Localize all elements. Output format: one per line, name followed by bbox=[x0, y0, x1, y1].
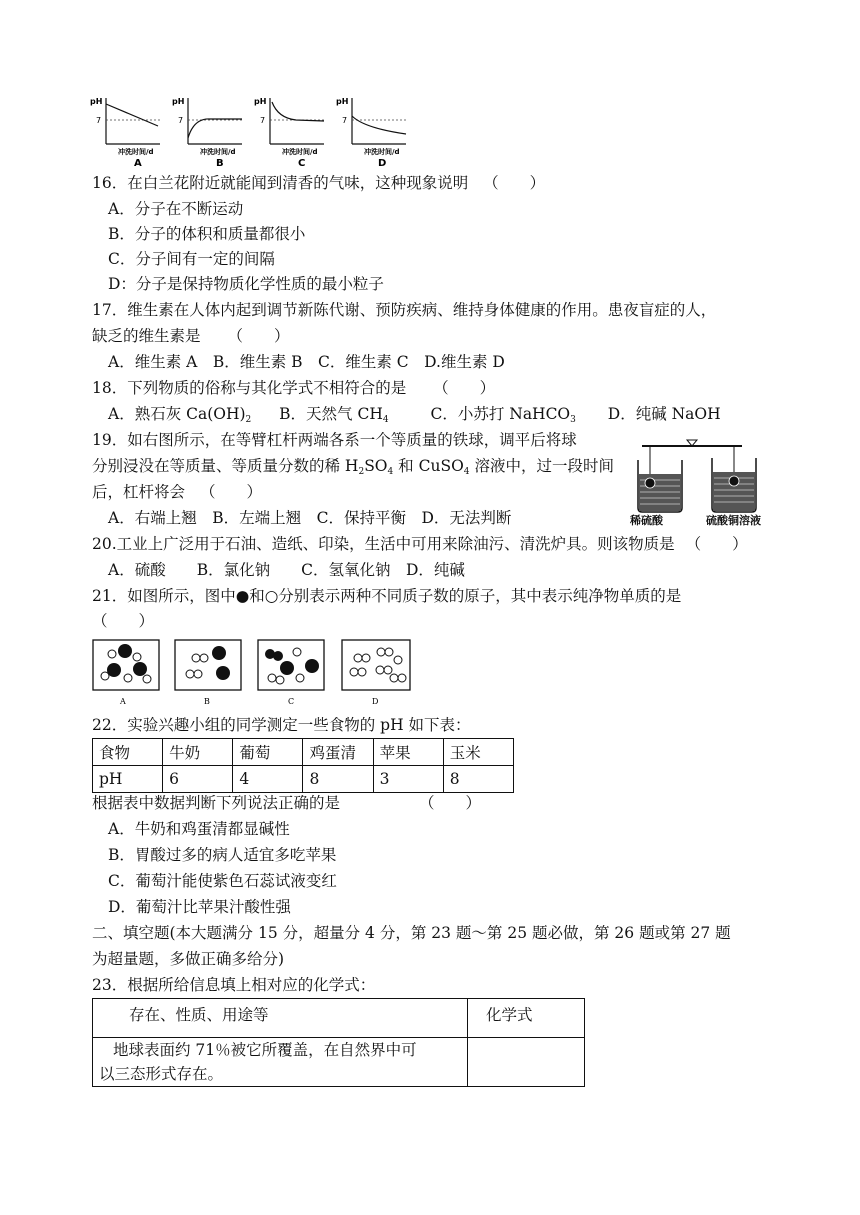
q21-label-d: D bbox=[372, 697, 379, 706]
q21-label-c: C bbox=[288, 697, 295, 706]
q19-stem-line3 bbox=[92, 481, 260, 503]
q18-options bbox=[108, 403, 721, 431]
section2-heading-line2: 为超量题，多做正确多给分) bbox=[92, 950, 285, 968]
q21-figures bbox=[92, 638, 422, 710]
ph-y-label-d: pH bbox=[336, 97, 349, 106]
q21-stem: 21．如图所示，图中●和○分别表示两种不同质子数的原子，其中表示纯净物单质的是 bbox=[92, 587, 682, 605]
q19-paren: （ ） bbox=[199, 483, 262, 501]
ph-graph-label-a: A bbox=[134, 158, 142, 168]
ph-x-label-a: 冲洗时间/d bbox=[118, 148, 154, 156]
q19-label-copper-sulfate: 硫酸铜溶液 bbox=[706, 514, 761, 527]
q16-paren: （ ） bbox=[483, 174, 546, 192]
ph-x-label-d: 冲洗时间/d bbox=[364, 148, 400, 156]
q22-header-cell: 牛奶 bbox=[163, 739, 233, 766]
q23-formula-input[interactable] bbox=[468, 1038, 585, 1087]
table-row bbox=[93, 1038, 585, 1087]
ph-y-label-c: pH bbox=[254, 97, 267, 106]
q19-stem-line2: 分别浸没在等质量、等质量分数的稀 $H_2SO_4$ 和 CuSO$_4$ 溶液中，过一段时间 bbox=[92, 457, 614, 477]
q19-label-dilute-sulfuric-acid: 稀硫酸 bbox=[630, 514, 663, 527]
q23-info-line1: 地球表面约 71％被它所覆盖，在自然界中可 bbox=[113, 1041, 417, 1059]
q22-value-cell: 8 bbox=[303, 766, 373, 793]
ph-x-label-b: 冲洗时间/d bbox=[200, 148, 236, 156]
q22-value-cell: 8 bbox=[443, 766, 513, 793]
q21-figures-svg bbox=[92, 638, 422, 710]
q22-paren: （ ） bbox=[418, 794, 481, 812]
ph-tick-b: 7 bbox=[178, 116, 184, 125]
q22-header-cell: 葡萄 bbox=[233, 739, 303, 766]
q21-box-d bbox=[342, 640, 410, 690]
q21-label-b: B bbox=[204, 697, 210, 706]
q21-box-c bbox=[258, 640, 324, 690]
ph-graphs bbox=[88, 94, 418, 168]
q18-option-b: B．天然气 $CH_4$ bbox=[279, 405, 389, 425]
q22-option-a: A．牛奶和鸡蛋清都显碱性 bbox=[108, 820, 290, 838]
ph-graph-label-d: D bbox=[378, 158, 387, 168]
q19-options: A．右端上翘 B．左端上翘 C．保持平衡 D．无法判断 bbox=[108, 509, 512, 527]
ph-tick-a: 7 bbox=[96, 116, 102, 125]
q19-stem-line1: 19．如右图所示，在等臂杠杆两端各系一个等质量的铁球，调平后将球 bbox=[92, 431, 577, 449]
table-row bbox=[93, 999, 585, 1038]
ph-graph-b bbox=[188, 98, 242, 144]
q22-stem: 22．实验兴趣小组的同学测定一些食物的 pH 如下表： bbox=[92, 716, 471, 734]
q23-info-line2: 以三态形式存在。 bbox=[99, 1065, 224, 1083]
q20-stem-text: 20.工业上广泛用于石油、造纸、印染，生活中可用来除油污、清洗炉具。则该物质是 bbox=[92, 535, 675, 553]
q18-option-d: D．纯碱 NaOH bbox=[607, 405, 721, 423]
ph-graphs-svg bbox=[88, 94, 418, 168]
ph-y-label-b: pH bbox=[172, 97, 185, 106]
ph-graph-c bbox=[270, 98, 324, 144]
ph-graph-d bbox=[352, 98, 406, 144]
q23-stem: 23．根据所给信息填上相对应的化学式： bbox=[92, 976, 376, 994]
q20-options: A．硫酸 B．氯化钠 C．氢氧化钠 D．纯碱 bbox=[108, 561, 465, 579]
q22-value-cell: 4 bbox=[233, 766, 303, 793]
ph-graph-label-c: C bbox=[298, 158, 306, 168]
q19-stem-text: 后，杠杆将会 bbox=[92, 483, 186, 501]
q17-options: A．维生素 A B．维生素 B C．维生素 C D.维生素 D bbox=[108, 353, 505, 371]
q22-option-b: B．胃酸过多的病人适宜多吃苹果 bbox=[108, 846, 337, 864]
q21-paren: （ ） bbox=[92, 612, 155, 630]
ph-x-label-c: 冲洗时间/d bbox=[282, 148, 318, 156]
q22-value-cell: 6 bbox=[163, 766, 233, 793]
q18-option-c: C．小苏打 NaHCO$_3$ bbox=[430, 405, 576, 425]
table-row bbox=[93, 766, 514, 793]
ph-graph-label-b: B bbox=[216, 158, 224, 168]
ph-tick-c: 7 bbox=[260, 116, 266, 125]
q22-option-d: D．葡萄汁比苹果汁酸性强 bbox=[108, 898, 291, 916]
q17-stem-line1: 17．维生素在人体内起到调节新陈代谢、预防疾病、维持身体健康的作用。患夜盲症的人， bbox=[92, 301, 717, 319]
q22-ph-table bbox=[92, 738, 514, 793]
q16-stem bbox=[92, 172, 546, 194]
q16-option-c: C．分子间有一定的间隔 bbox=[108, 250, 275, 268]
q23-header-info: 存在、性质、用途等 bbox=[93, 999, 468, 1038]
q22-header-cell: 苹果 bbox=[373, 739, 443, 766]
section2-heading-line1: 二、填空题(本大题满分 15 分，超量分 4 分，第 23 题～第 25 题必做，第 26 题或第 27 题 bbox=[92, 924, 731, 942]
q17-stem-text: 缺乏的维生素是 bbox=[92, 327, 201, 345]
q16-option-a: A．分子在不断运动 bbox=[108, 200, 244, 218]
q20-stem bbox=[92, 533, 746, 555]
q22-value-cell: pH bbox=[93, 766, 163, 793]
q22-header-cell: 鸡蛋清 bbox=[303, 739, 373, 766]
q18-paren: （ ） bbox=[433, 379, 496, 397]
q16-option-d: D：分子是保持物质化学性质的最小粒子 bbox=[108, 275, 384, 293]
q21-box-a bbox=[93, 640, 159, 690]
q18-stem-text: 18．下列物质的俗称与其化学式不相符合的是 bbox=[92, 379, 407, 397]
ph-tick-d: 7 bbox=[342, 116, 348, 125]
table-row bbox=[93, 739, 514, 766]
q19-balance-figure bbox=[630, 436, 805, 528]
q22-header-cell: 玉米 bbox=[443, 739, 513, 766]
q16-option-b: B．分子的体积和质量都很小 bbox=[108, 225, 306, 243]
q18-option-a: A．熟石灰 $Ca(OH)_2$ bbox=[108, 405, 252, 425]
q22-stem2-text: 根据表中数据判断下列说法正确的是 bbox=[92, 794, 341, 812]
ph-graph-a bbox=[106, 98, 160, 144]
q17-paren: （ ） bbox=[227, 327, 290, 345]
q21-label-a: A bbox=[120, 697, 126, 706]
q22-stem2 bbox=[92, 792, 479, 814]
ph-y-label-a: pH bbox=[90, 97, 103, 106]
q21-box-b bbox=[175, 640, 241, 690]
q22-option-c: C．葡萄汁能使紫色石蕊试液变红 bbox=[108, 872, 337, 890]
q22-header-cell: 食物 bbox=[93, 739, 163, 766]
q17-stem-line2 bbox=[92, 325, 290, 347]
q23-table bbox=[92, 998, 585, 1087]
q23-header-formula: 化学式 bbox=[468, 999, 585, 1038]
q23-info-cell bbox=[93, 1038, 468, 1087]
q20-paren: （ ） bbox=[685, 535, 748, 553]
q22-value-cell: 3 bbox=[373, 766, 443, 793]
q16-stem-text: 16．在白兰花附近就能闻到清香的气味，这种现象说明 bbox=[92, 174, 469, 192]
q18-stem bbox=[92, 377, 496, 399]
